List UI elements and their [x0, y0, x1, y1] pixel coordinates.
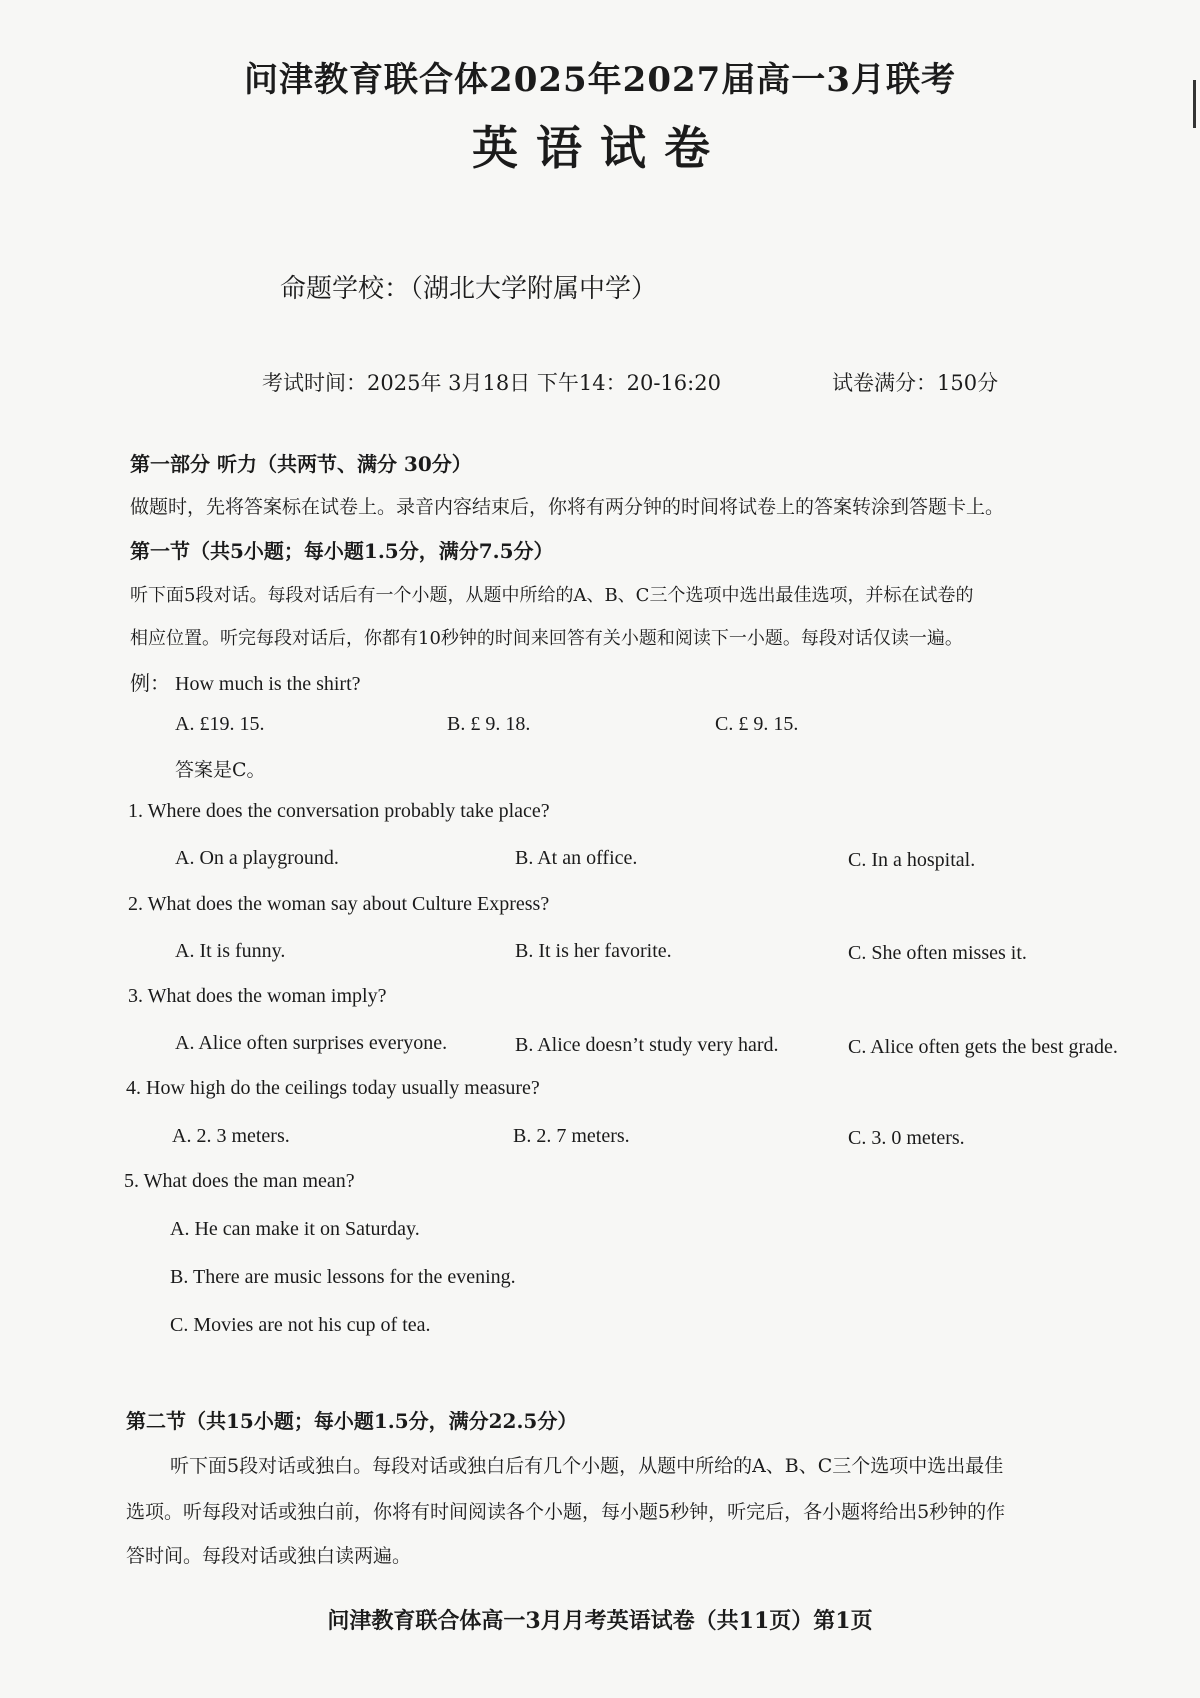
- q1-option-a: A. On a playground.: [175, 847, 339, 869]
- q1-option-b: B. At an office.: [515, 847, 638, 869]
- q4-option-b: B. 2. 7 meters.: [513, 1125, 630, 1147]
- q5-option-c: C. Movies are not his cup of tea.: [170, 1314, 431, 1336]
- example-answer: 答案是C。: [175, 759, 266, 781]
- q3-option-b: B. Alice doesn’t study very hard.: [515, 1034, 779, 1056]
- question-4: 4. How high do the ceilings today usually measure?: [126, 1077, 540, 1099]
- part1-instruction: 做题时，先将答案标在试卷上。录音内容结束后，你将有两分钟的时间将试卷上的答案转涂到答题卡上。: [130, 496, 1005, 518]
- question-2: 2. What does the woman say about Culture Express?: [128, 893, 550, 915]
- example-question: 例： How much is the shirt?: [130, 673, 361, 695]
- section2-line1: 听下面5段对话或独白。每段对话或独白后有几个小题，从题中所给的A、B、C三个选项中选出最佳: [170, 1455, 1004, 1477]
- school-line: 命题学校：（湖北大学附属中学）: [280, 274, 658, 304]
- q5-option-a: A. He can make it on Saturday.: [170, 1218, 420, 1240]
- q3-option-c: C. Alice often gets the best grade.: [848, 1036, 1118, 1058]
- question-5: 5. What does the man mean?: [124, 1170, 355, 1192]
- q3-option-a: A. Alice often surprises everyone.: [175, 1032, 448, 1054]
- q4-option-c: C. 3. 0 meters.: [848, 1127, 965, 1149]
- section1-instruction-line2: 相应位置。听完每段对话后，你都有10秒钟的时间来回答有关小题和阅读下一小题。每段对话仅读一遍。: [130, 628, 963, 649]
- example-option-a: A. £19. 15.: [175, 713, 265, 735]
- q2-option-b: B. It is her favorite.: [515, 940, 672, 962]
- page-footer: 问津教育联合体高一3月月考英语试卷（共11页）第1页: [327, 1608, 873, 1634]
- q4-option-a: A. 2. 3 meters.: [172, 1125, 290, 1147]
- subject-title: 英语试卷: [472, 121, 728, 175]
- q1-option-c: C. In a hospital.: [848, 849, 976, 871]
- section1-heading: 第一节（共5小题；每小题1.5分，满分7.5分）: [130, 539, 554, 563]
- example-option-b: B. £ 9. 18.: [447, 713, 531, 735]
- section2-line3: 答时间。每段对话或独白读两遍。: [126, 1545, 412, 1567]
- q2-option-c: C. She often misses it.: [848, 942, 1027, 964]
- exam-time: 考试时间：2025年 3月18日 下午14：20-16:20: [262, 371, 721, 395]
- section2-line2: 选项。听每段对话或独白前，你将有时间阅读各个小题，每小题5秒钟，听完后，各小题将给出5秒钟的作: [126, 1501, 1006, 1523]
- q2-option-a: A. It is funny.: [175, 940, 286, 962]
- part1-heading: 第一部分 听力（共两节、满分 30分）: [130, 452, 472, 476]
- section2-heading: 第二节（共15小题；每小题1.5分，满分22.5分）: [126, 1409, 578, 1433]
- question-1: 1. Where does the conversation probably take place?: [128, 800, 550, 822]
- section1-instruction-line1: 听下面5段对话。每段对话后有一个小题，从题中所给的A、B、C三个选项中选出最佳选项，并标在试卷的: [130, 585, 974, 606]
- exam-title: 问津教育联合体2025年2027届高一3月联考: [244, 60, 956, 100]
- example-option-c: C. £ 9. 15.: [715, 713, 799, 735]
- q5-option-b: B. There are music lessons for the evening.: [170, 1266, 516, 1288]
- question-3: 3. What does the woman imply?: [128, 985, 387, 1007]
- exam-score: 试卷满分：150分: [832, 371, 999, 395]
